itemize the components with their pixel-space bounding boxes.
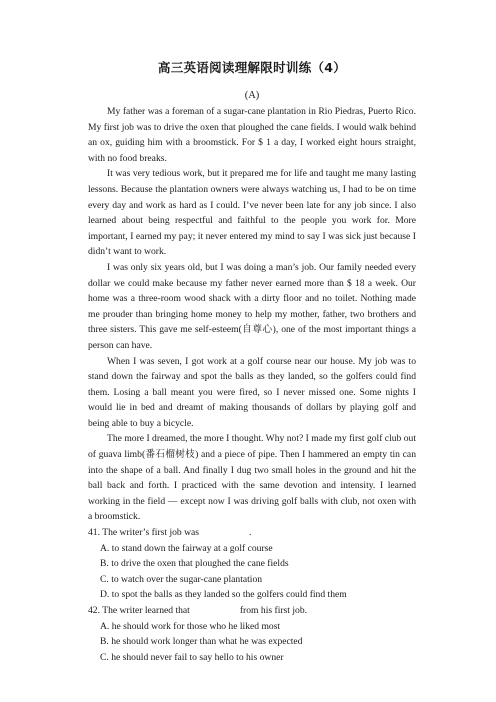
- option-a: A. he should work for those who he liked most: [100, 620, 281, 632]
- option-a: A. to stand down the fairway at a golf course: [100, 542, 273, 554]
- passage-paragraph-2: It was very tedious work, but it prepared me for life and taught me many lasting lessons. Because the plantation owners were always watching us, I had to be on time every day and work as hard as I could. I’ve never been late for any job since. I also learned about being respectful and faithful to the people you work for. More important, I earned my pay; it never entered my mind to say I was sick just because I didn’t want to work.: [88, 168, 416, 258]
- option-b: B. to drive the oxen that ploughed the cane fields: [100, 558, 289, 570]
- question-stem-end: from his first job.: [239, 605, 308, 616]
- passage-paragraph-3: I was only six years old, but I was doing a man’s job. Our family needed every dollar we could make because my father never earned more than $ 18 a week. Our home was a three-room wood shack with a dirty floor and no toilet. Nothing made me prouder than bringing home money to help my mother, father, two brothers and three sisters. This gave me self-esteem(自尊心), one of the most important things a person can have.: [88, 261, 416, 351]
- question-stem: [88, 525, 416, 541]
- section-label: (A): [244, 90, 260, 101]
- question-stem-text: 41. The writer’s first job was: [88, 527, 200, 539]
- option-list: [88, 541, 416, 603]
- option-d: D. to spot the balls as they landed so the golfers could find them: [100, 589, 347, 601]
- question-stem: [88, 603, 416, 619]
- passage-paragraph-1: My father was a foreman of a sugar-cane plantation in Rio Piedras, Puerto Rico. My first job was to drive the oxen that ploughed the cane fields. I would walk behind an ox, guiding him with a broomstick. For $ 1 a day, I worked eight hours straight, with no food breaks.: [88, 106, 416, 164]
- question-stem-end: .: [249, 527, 252, 539]
- question-41: [88, 525, 416, 603]
- option-c: C. to watch over the sugar-cane plantation: [100, 573, 263, 585]
- question-stem-text: 42. The writer learned that: [88, 605, 190, 616]
- passage-paragraph-4: When I was seven, I got work at a golf course near our house. My job was to stand down the fairway and spot the balls as they landed, so the golfers could find them. Losing a ball meant you were fired, so I never missed one. Some nights I would lie in bed and dreamt of making thousands of dollars by playing golf and being able to buy a bicycle.: [88, 355, 416, 429]
- page-title: 高三英语阅读理解限时训练（4）: [157, 60, 347, 75]
- option-c: C. he should never fail to say hello to his owner: [100, 651, 284, 663]
- passage-paragraph-5: The more I dreamed, the more I thought. Why not? I made my first golf club out of guava limb(番石榴树枝) and a piece of pipe. Then I hammered an empty tin can into the shape of a ball. And finally I dug two small holes in the ground and hit the ball back and forth. I practiced with the same devotion and intensity. I learned working in the field — except now I was driving golf balls with club, not oxen with a broomstick.: [88, 433, 416, 523]
- question-42: [88, 603, 416, 665]
- option-b: B. he should work longer than what he was expected: [100, 636, 303, 648]
- option-list: [88, 619, 416, 666]
